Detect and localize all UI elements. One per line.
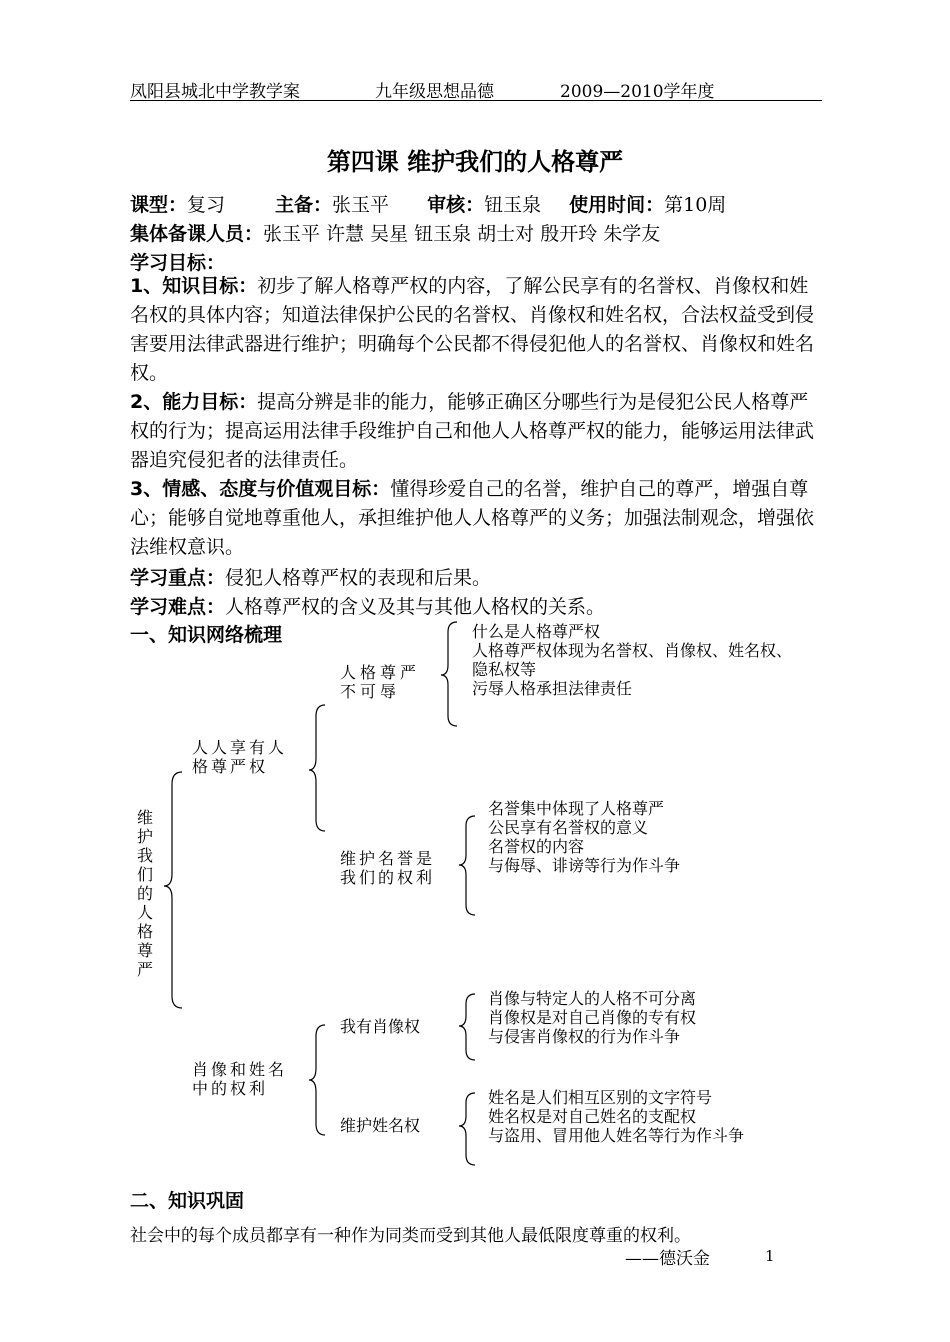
tree-leaf: 与盗用、冒用他人姓名等行为作斗争: [488, 1126, 745, 1145]
brace-branch2-sub1: [459, 994, 475, 1060]
tree-leaf: 人格尊严权体现为名誉权、肖像权、姓名权、隐私权等: [472, 641, 793, 679]
tree-branch1-sub2: 维护名誉是我们的权利: [340, 849, 436, 887]
tree-leaf: 公民享有名誉权的意义: [488, 818, 649, 837]
type-label: 课型：: [130, 194, 188, 216]
tree-branch1-sub1: 人格尊严不可辱: [340, 663, 421, 701]
goals-heading: 学习目标：: [130, 252, 226, 274]
goal-label: 1、知识目标：: [130, 275, 258, 297]
goal-label: 3、情感、态度与价值观目标：: [130, 478, 391, 500]
quote-text: 社会中的每个成员都享有一种作为同类而受到其他人最低限度尊重的权利。: [130, 1226, 691, 1246]
brace-branch2: [309, 1025, 325, 1135]
section-knowledge-network: 一、知识网络梳理: [130, 624, 283, 646]
page-title: 第四课 维护我们的人格尊严: [326, 148, 624, 176]
goal-label: 2、能力目标：: [130, 391, 258, 413]
brace-branch1-sub2: [459, 816, 475, 915]
lead-value: 张玉平: [332, 194, 390, 216]
type-value: 复习: [187, 194, 226, 216]
tree-leaf: 姓名是人们相互区别的文字符号: [488, 1088, 713, 1107]
tree-leaf: 肖像与特定人的人格不可分离: [488, 989, 697, 1008]
goal-text: 初步了解人格尊严权的内容，了解公民享有的名誉权、肖像权和姓名权的具体内容；知道法律保护公民的名誉权、肖像权和姓名权，合法权益受到侵害要用法律武器进行维护；明确每个公民都不得侵犯他人的名誉权、肖像权和姓名权。: [130, 275, 815, 384]
header-year: 2009—2010学年度: [560, 82, 715, 102]
tree-branch1: 人人享有人格尊严权: [192, 738, 288, 776]
brace-branch1: [309, 705, 325, 831]
tree-branch2: 肖像和姓名中的权利: [192, 1060, 288, 1098]
brace-branch2-sub2: [459, 1093, 475, 1165]
quote-author: ——德沃金: [625, 1249, 710, 1269]
brace-root: [164, 772, 182, 1008]
group-label: 集体备课人员：: [130, 223, 264, 245]
lead-label: 主备：: [275, 194, 333, 216]
tree-leaf: 什么是人格尊严权: [472, 622, 601, 641]
brace-branch1-sub1: [441, 622, 457, 726]
header-grade: 九年级思想品德: [375, 82, 494, 102]
tree-root: 维护我们的人格尊严: [137, 808, 154, 979]
header-school: 凤阳县城北中学教学案: [130, 82, 300, 102]
goal-text: 提高分辨是非的能力，能够正确区分哪些行为是侵犯公民人格尊严权的行为；提高运用法律手段维护自己和他人人格尊严权的能力，能够运用法律武器追究侵犯者的法律责任。: [130, 391, 815, 471]
tree-branch2-sub2: 维护姓名权: [340, 1116, 421, 1135]
time-label: 使用时间：: [569, 194, 665, 216]
tree-leaf: 肖像权是对自己肖像的专有权: [488, 1008, 697, 1027]
tree-branch2-sub1-items: [488, 989, 696, 1046]
page-number: 1: [765, 1247, 775, 1265]
tree-leaf: 与侵害肖像权的行为作斗争: [488, 1027, 681, 1046]
tree-leaf: 姓名权是对自己姓名的支配权: [488, 1107, 697, 1126]
difficulty-label: 学习难点：: [130, 596, 226, 618]
section-knowledge-consolidation: 二、知识巩固: [130, 1190, 245, 1212]
tree-branch2-sub1: 我有肖像权: [340, 1017, 421, 1036]
group-value: 张玉平 许慧 吴星 钮玉泉 胡士对 殷开玲 朱学友: [263, 223, 661, 245]
time-value: 第10周: [664, 194, 727, 216]
tree-branch1-sub1-items: [472, 622, 792, 698]
tree-branch2-sub2-items: [488, 1088, 744, 1145]
tree-leaf: 名誉集中体现了人格尊严: [488, 799, 665, 818]
difficulty-text: 人格尊严权的含义及其与其他人格权的关系。: [225, 596, 606, 618]
goal-text: 懂得珍爱自己的名誉，维护自己的尊严，增强自尊心；能够自觉地尊重他人，承担维护他人人格尊严的义务；加强法制观念，增强依法维权意识。: [130, 478, 815, 558]
review-label: 审核：: [427, 194, 485, 216]
tree-leaf: 污辱人格承担法律责任: [472, 679, 633, 698]
tree-leaf: 名誉权的内容: [488, 837, 585, 856]
tree-branch1-sub2-items: [488, 799, 680, 875]
focus-text: 侵犯人格尊严权的表现和后果。: [225, 567, 492, 589]
tree-leaf: 与侮辱、诽谤等行为作斗争: [488, 856, 681, 875]
focus-label: 学习重点：: [130, 567, 226, 589]
review-value: 钮玉泉: [484, 194, 542, 216]
